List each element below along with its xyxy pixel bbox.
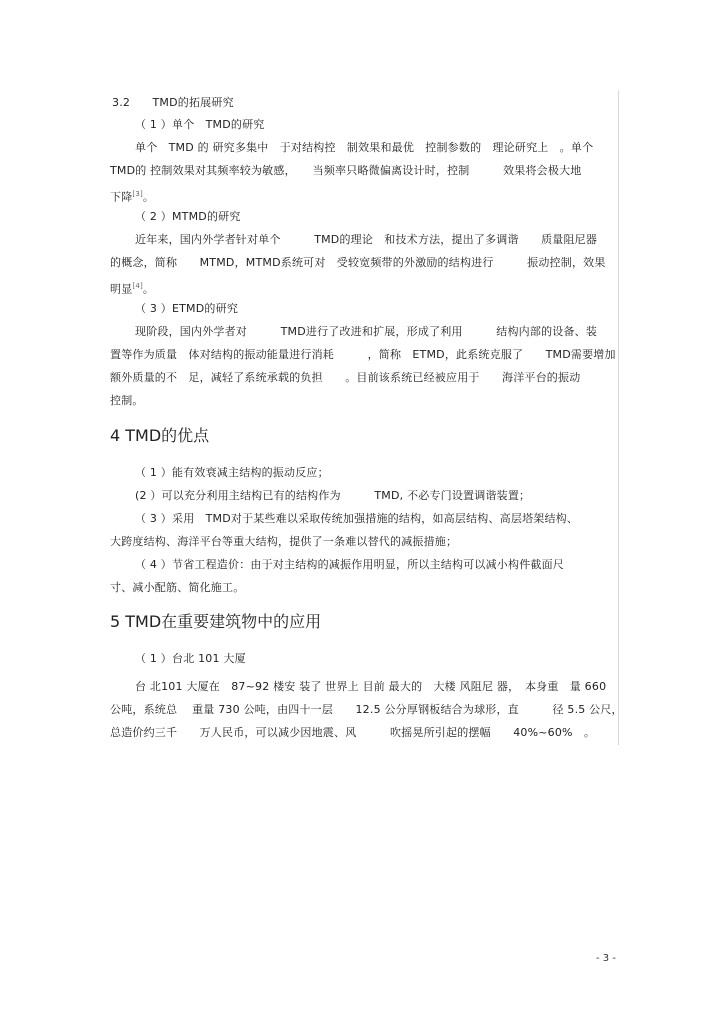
list-item: （ 4 ）节省工程造价：由于对主结构的减振作用明显，所以主结构可以减小构件截面尺 (135, 558, 564, 571)
paragraph-text: 明显 (110, 282, 133, 296)
paragraph-line: 总造价约三千 万人民币，可以减少因地震、风 吹摇晃所引起的摆幅 40%~60% 。 (110, 726, 596, 739)
section-5-heading: 5 TMD在重要建筑物中的应用 (110, 612, 322, 631)
paragraph-line: 额外质量的不 足，减轻了系统承载的负担 。目前该系统已经被应用于 海洋平台的振动 (110, 371, 581, 384)
paragraph-line: 现阶段，国内外学者对 TMD进行了改进和扩展，形成了利用 结构内部的设备、装 (135, 325, 598, 338)
citation-ref: [3] (132, 190, 143, 198)
paragraph-line (110, 187, 154, 205)
paragraph-end: 。 (142, 190, 155, 204)
subsection-taipei-101-heading: （ 1 ）台北 101 大厦 (135, 652, 246, 665)
list-item-continuation: 大跨度结构、海洋平台等重大结构，提供了一条难以替代的减振措施； (110, 535, 458, 548)
right-margin-rule (618, 90, 619, 745)
paragraph-text: 下降 (110, 190, 133, 204)
paragraph-line: 置等作为质量 体对结构的振动能量进行消耗 ，简称 ETMD，此系统克服了 TMD需要增加 (110, 348, 616, 361)
paragraph-line: TMD的 控制效果对其频率较为敏感， 当频率只略微偏离设计时，控制 效果将会极大地 (110, 164, 582, 177)
list-item: （ 3 ）采用 TMD对于某些难以采取传统加强措施的结构，如高层结构、高层塔架结构、 (135, 512, 579, 525)
subsection-single-tmd-heading: （ 1 ）单个 TMD的研究 (135, 118, 265, 131)
paragraph-line: 控制。 (110, 394, 144, 407)
paragraph-line: 台 北101 大厦在 87~92 楼安 装了 世界上 目前 最大的 大楼 风阻尼 器， 本身重 量 660 (135, 680, 607, 693)
paragraph-line (110, 279, 154, 297)
paragraph-line: 近年来，国内外学者针对单个 TMD的理论 和技术方法，提出了多调谐 质量阻尼器 (135, 233, 598, 246)
list-item: (2 ）可以充分利用主结构已有的结构作为 TMD, 不必专门设置调谐装置； (135, 489, 531, 502)
list-item: （ 1 ）能有效衰减主结构的振动反应； (135, 466, 329, 479)
section-3-2-heading: 3.2 TMD的拓展研究 (112, 96, 234, 109)
paragraph-line: 单个 TMD 的 研究多集中 于对结构控 制效果和最优 控制参数的 理论研究上 。单个 (135, 141, 594, 154)
page-number: - 3 - (596, 953, 616, 964)
paragraph-line: 的概念，简称 MTMD，MTMD系统可对 受较宽频带的外激励的结构进行 振动控制，效果 (110, 256, 606, 269)
subsection-etmd-heading: （ 3 ）ETMD的研究 (135, 302, 239, 315)
subsection-mtmd-heading: （ 2 ）MTMD的研究 (135, 210, 241, 223)
citation-ref: [4] (132, 282, 143, 290)
list-item-continuation: 寸、减小配筋、简化施工。 (110, 581, 245, 594)
paragraph-end: 。 (142, 282, 155, 296)
paragraph-line: 公吨，系统总 重量 730 公吨，由四十一层 12.5 公分厚钢板结合为球形，直 径 5.5 公尺， (110, 703, 623, 716)
section-4-heading: 4 TMD的优点 (110, 426, 210, 445)
